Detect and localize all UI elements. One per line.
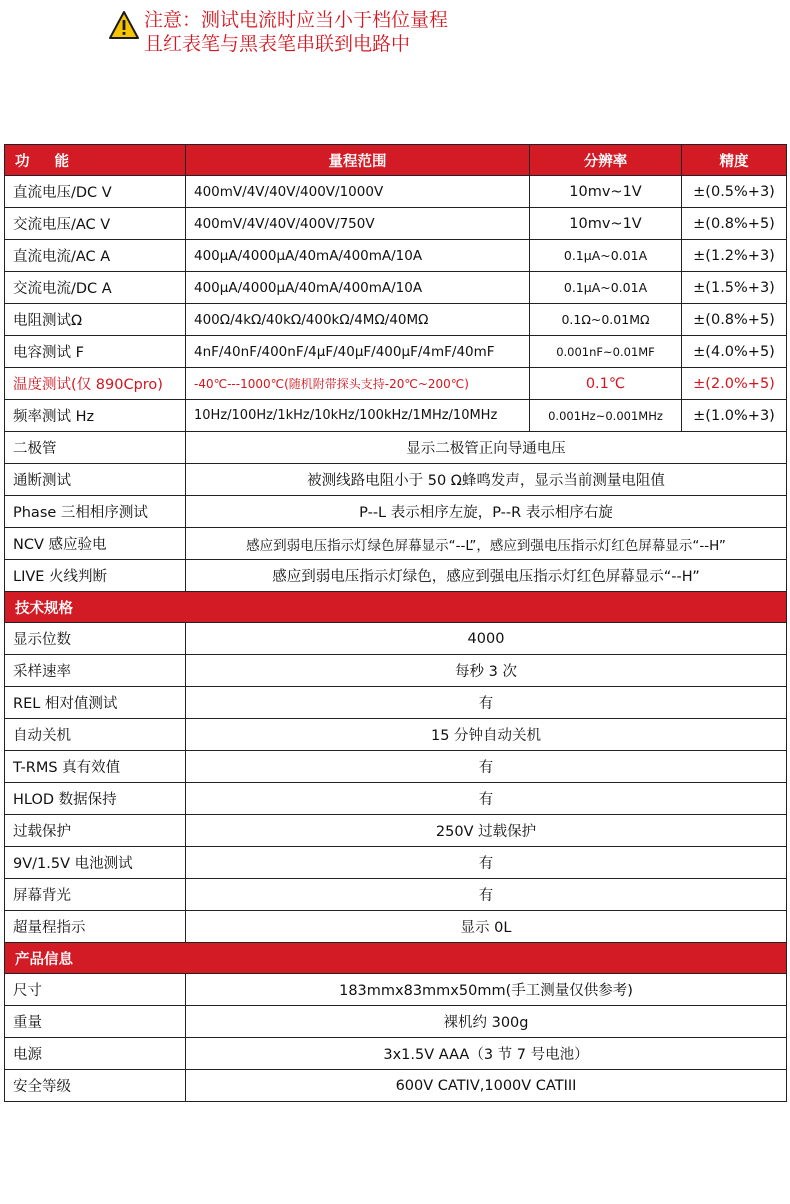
- table-row: [5, 496, 787, 528]
- feature-value: 显示二极管正向导通电压: [186, 432, 787, 464]
- spec-value: 有: [186, 879, 787, 911]
- product-name: 安全等级: [5, 1070, 186, 1102]
- table-row: [5, 1070, 787, 1102]
- table-row: [5, 879, 787, 911]
- function-accuracy: ±(0.8%+5): [682, 208, 787, 240]
- spec-name: REL 相对值测试: [5, 687, 186, 719]
- function-range: -40℃---1000℃(随机附带探头支持-20℃~200℃): [186, 368, 530, 400]
- function-resolution: 0.1μA~0.01A: [530, 240, 682, 272]
- table-row: [5, 336, 787, 368]
- function-range: 10Hz/100Hz/1kHz/10kHz/100kHz/1MHz/10MHz: [186, 400, 530, 432]
- table-row: [5, 815, 787, 847]
- function-range: 400mV/4V/40V/400V/1000V: [186, 176, 530, 208]
- function-accuracy: ±(4.0%+5): [682, 336, 787, 368]
- feature-value: P--L 表示相序左旋，P--R 表示相序右旋: [186, 496, 787, 528]
- section-header-tech: [5, 592, 787, 623]
- spec-table: [4, 144, 787, 1102]
- warning-notice: [108, 8, 448, 56]
- function-name: 频率测试 Hz: [5, 400, 186, 432]
- table-row: [5, 1006, 787, 1038]
- table-row: [5, 623, 787, 655]
- table-row: [5, 528, 787, 560]
- table-row: [5, 240, 787, 272]
- spec-value: 有: [186, 687, 787, 719]
- product-value: 183mmx83mmx50mm(手工测量仅供参考): [186, 974, 787, 1006]
- function-resolution: 0.1μA~0.01A: [530, 272, 682, 304]
- spec-value: 显示 0L: [186, 911, 787, 943]
- function-range: 400μA/4000μA/40mA/400mA/10A: [186, 240, 530, 272]
- table-row: [5, 847, 787, 879]
- table-row: [5, 400, 787, 432]
- table-row: [5, 974, 787, 1006]
- table-row: [5, 655, 787, 687]
- header-accuracy: 精度: [682, 145, 787, 176]
- table-row: [5, 272, 787, 304]
- table-row: [5, 719, 787, 751]
- function-range: 4nF/40nF/400nF/4μF/40μF/400μF/4mF/40mF: [186, 336, 530, 368]
- spec-value: 有: [186, 751, 787, 783]
- warning-text: [144, 8, 448, 56]
- spec-value: 15 分钟自动关机: [186, 719, 787, 751]
- table-row: [5, 751, 787, 783]
- table-row: [5, 464, 787, 496]
- spec-value: 每秒 3 次: [186, 655, 787, 687]
- table-row: [5, 687, 787, 719]
- function-name: 温度测试(仅 890Cpro): [5, 368, 186, 400]
- feature-name: 二极管: [5, 432, 186, 464]
- function-range: 400μA/4000μA/40mA/400mA/10A: [186, 272, 530, 304]
- function-name: 交流电流/DC A: [5, 272, 186, 304]
- table-row: [5, 560, 787, 592]
- warning-line-1: 注意：测试电流时应当小于档位量程: [144, 9, 449, 31]
- product-value: 3x1.5V AAA（3 节 7 号电池）: [186, 1038, 787, 1070]
- spec-name: 超量程指示: [5, 911, 186, 943]
- function-resolution: 0.1Ω~0.01MΩ: [530, 304, 682, 336]
- header-resolution: 分辨率: [530, 145, 682, 176]
- function-accuracy: ±(1.5%+3): [682, 272, 787, 304]
- spec-name: 屏幕背光: [5, 879, 186, 911]
- function-accuracy: ±(1.0%+3): [682, 400, 787, 432]
- spec-name: 自动关机: [5, 719, 186, 751]
- header-range: 量程范围: [186, 145, 530, 176]
- product-value: 600V CATIV,1000V CATIII: [186, 1070, 787, 1102]
- spec-name: HLOD 数据保持: [5, 783, 186, 815]
- function-accuracy: ±(1.2%+3): [682, 240, 787, 272]
- product-name: 重量: [5, 1006, 186, 1038]
- table-row: [5, 783, 787, 815]
- feature-name: 通断测试: [5, 464, 186, 496]
- header-function: 功 能: [5, 145, 186, 176]
- feature-value: 被测线路电阻小于 50 Ω蜂鸣发声，显示当前测量电阻值: [186, 464, 787, 496]
- table-row: [5, 432, 787, 464]
- table-header-row: [5, 145, 787, 176]
- feature-value: 感应到弱电压指示灯绿色屏幕显示“--L”，感应到强电压指示灯红色屏幕显示“--H”: [186, 528, 787, 560]
- function-accuracy: ±(0.5%+3): [682, 176, 787, 208]
- function-resolution: 0.001Hz~0.001MHz: [530, 400, 682, 432]
- table-row: [5, 368, 787, 400]
- section-header-product: [5, 943, 787, 974]
- function-resolution: 10mv~1V: [530, 208, 682, 240]
- function-name: 直流电流/AC A: [5, 240, 186, 272]
- warning-line-2: 且红表笔与黑表笔串联到电路中: [144, 33, 411, 55]
- warning-triangle-icon: [108, 10, 140, 40]
- function-range: 400mV/4V/40V/400V/750V: [186, 208, 530, 240]
- product-name: 电源: [5, 1038, 186, 1070]
- table-row: [5, 911, 787, 943]
- table-row: [5, 208, 787, 240]
- function-name: 直流电压/DC V: [5, 176, 186, 208]
- table-row: [5, 1038, 787, 1070]
- product-name: 尺寸: [5, 974, 186, 1006]
- function-resolution: 0.1℃: [530, 368, 682, 400]
- section-title: 产品信息: [5, 943, 787, 974]
- function-resolution: 0.001nF~0.01MF: [530, 336, 682, 368]
- table-row: [5, 176, 787, 208]
- function-name: 电容测试 F: [5, 336, 186, 368]
- spec-name: 显示位数: [5, 623, 186, 655]
- spec-name: T-RMS 真有效值: [5, 751, 186, 783]
- spec-name: 9V/1.5V 电池测试: [5, 847, 186, 879]
- feature-value: 感应到弱电压指示灯绿色，感应到强电压指示灯红色屏幕显示“--H”: [186, 560, 787, 592]
- spec-value: 有: [186, 783, 787, 815]
- function-resolution: 10mv~1V: [530, 176, 682, 208]
- spec-value: 250V 过载保护: [186, 815, 787, 847]
- spec-value: 4000: [186, 623, 787, 655]
- function-accuracy: ±(2.0%+5): [682, 368, 787, 400]
- feature-name: NCV 感应验电: [5, 528, 186, 560]
- spec-name: 采样速率: [5, 655, 186, 687]
- table-row: [5, 304, 787, 336]
- spec-name: 过载保护: [5, 815, 186, 847]
- feature-name: LIVE 火线判断: [5, 560, 186, 592]
- product-value: 裸机约 300g: [186, 1006, 787, 1038]
- section-title: 技术规格: [5, 592, 787, 623]
- function-range: 400Ω/4kΩ/40kΩ/400kΩ/4MΩ/40MΩ: [186, 304, 530, 336]
- spec-value: 有: [186, 847, 787, 879]
- function-name: 交流电压/AC V: [5, 208, 186, 240]
- feature-name: Phase 三相相序测试: [5, 496, 186, 528]
- function-name: 电阻测试Ω: [5, 304, 186, 336]
- function-accuracy: ±(0.8%+5): [682, 304, 787, 336]
